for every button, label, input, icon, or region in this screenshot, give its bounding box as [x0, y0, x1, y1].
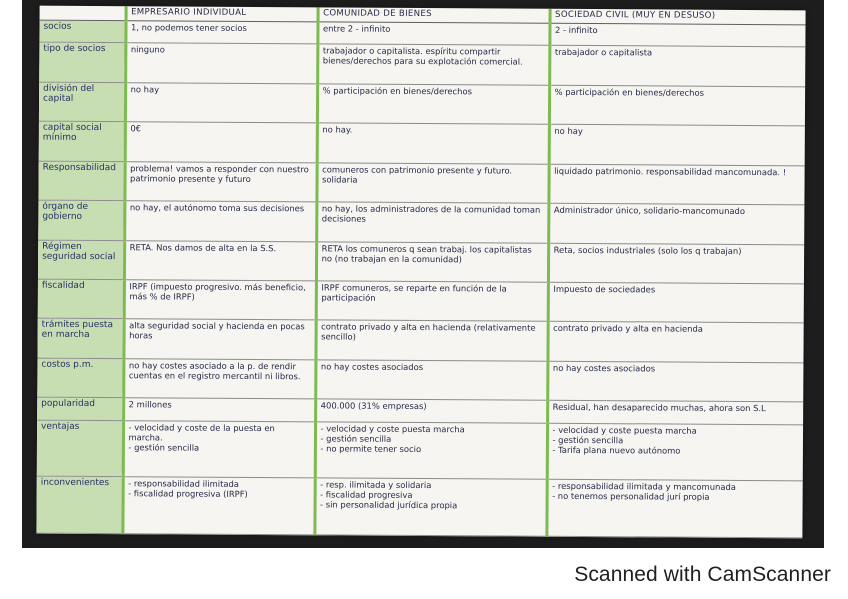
- row-label: inconvenientes: [36, 476, 122, 533]
- table-row: [38, 161, 804, 205]
- table-row: [38, 279, 804, 323]
- row-label: trámites puesta en marcha: [37, 319, 123, 359]
- table-cell: 2 millones: [123, 398, 315, 421]
- table-cell: - velocidad y coste puesta marcha - gestión sencilla - no permite tener socio: [315, 422, 547, 480]
- table-cell: no hay, los administradores de la comunidad toman decisiones: [316, 202, 548, 243]
- table-cell: no hay, el autónomo toma sus decisiones: [124, 201, 316, 242]
- table-row: [37, 358, 803, 402]
- row-label: tipo de socios: [39, 42, 125, 82]
- table-cell: RETA los comuneros q sean trabaj. los capitalistas no (no trabajan en la comunidad): [316, 241, 548, 282]
- table-cell: Residual, han desaparecido muchas, ahora son S.L: [547, 401, 803, 425]
- table-row: [39, 121, 805, 165]
- table-cell: no hay.: [317, 123, 549, 164]
- row-label: Responsabilidad: [38, 161, 124, 201]
- table-cell: no hay costes asociados: [315, 360, 547, 401]
- table-cell: IRPF comuneros, se reparte en función de la participación: [316, 281, 548, 322]
- camscanner-watermark: Scanned with CamScanner: [574, 563, 831, 586]
- row-label: órgano de gobierno: [38, 200, 124, 240]
- table-cell: no hay costes asociados: [547, 361, 803, 402]
- table-cell: - velocidad y coste puesta marcha - gestión sencilla - Tarifa plana nuevo autónomo: [547, 423, 803, 481]
- table-cell: comuneros con patrimonio presente y futuro. solidaria: [316, 163, 548, 204]
- header-sociedad-civil: SOCIEDAD CIVIL (MUY EN DESUSO): [550, 9, 806, 25]
- table-cell: no hay: [549, 124, 805, 165]
- table-row: [37, 319, 803, 363]
- table-cell: trabajador o capitalista. espíritu compartir bienes/derechos para su explotación comercial.: [317, 44, 549, 85]
- table-row: [39, 82, 805, 126]
- comparison-table: [36, 6, 805, 539]
- table-cell: trabajador o capitalista: [549, 46, 805, 87]
- table-cell: - resp. ilimitada y solidaria - fiscalidad progresiva - sin personalidad jurídica propia: [314, 478, 546, 536]
- table-cell: problema! vamos a responder con nuestro patrimonio presente y futuro: [124, 161, 316, 202]
- table-cell: 1, no podemos tener socios: [125, 21, 317, 44]
- header-empresario-individual: EMPRESARIO INDIVIDUAL: [126, 6, 318, 22]
- table-cell: RETA. Nos damos de alta en la S.S.: [124, 240, 316, 281]
- table-cell: entre 2 - infinito: [317, 22, 549, 46]
- table-cell: Reta, socios industriales (solo los q trabajan): [548, 243, 804, 284]
- row-label: división del capital: [39, 82, 125, 122]
- scanned-sheet: [36, 6, 805, 539]
- row-label: popularidad: [37, 398, 123, 421]
- table-row: [38, 200, 804, 244]
- table-row: [39, 42, 805, 86]
- row-label: costos p.m.: [37, 358, 123, 398]
- table-cell: % participación en bienes/derechos: [549, 85, 805, 126]
- header-corner: [40, 6, 126, 21]
- table-cell: 400.000 (31% empresas): [315, 399, 547, 423]
- table-cell: no hay costes asociado a la p. de rendir cuentas en el registro mercantil ni libros.: [123, 359, 315, 400]
- table-cell: % participación en bienes/derechos: [317, 84, 549, 125]
- row-label: fiscalidad: [38, 279, 124, 319]
- table-cell: Impuesto de sociedades: [548, 282, 804, 323]
- table-cell: alta seguridad social y hacienda en pocas horas: [123, 319, 315, 360]
- table-row: [37, 420, 803, 481]
- row-label: ventajas: [37, 420, 123, 477]
- table-cell: 0€: [125, 122, 317, 163]
- table-row: [36, 476, 802, 537]
- table-cell: ninguno: [125, 43, 317, 84]
- table-cell: - responsabilidad ilimitada - fiscalidad progresiva (IRPF): [122, 477, 314, 535]
- table-cell: Administrador único, solidario-mancomunado: [548, 203, 804, 244]
- table-cell: liquidado patrimonio. responsabilidad mancomunada. !: [548, 164, 804, 205]
- table-cell: no hay: [125, 82, 317, 123]
- table-cell: IRPF (impuesto progresivo. más beneficio, más % de IRPF): [124, 280, 316, 321]
- table-cell: - responsabilidad ilimitada y mancomunada - no tenemos personalidad jurí propia: [546, 480, 802, 538]
- table-row: [38, 240, 804, 284]
- table-cell: - velocidad y coste de la puesta en marcha. - gestión sencilla: [123, 420, 315, 478]
- row-label: Régimen seguridad social: [38, 240, 124, 280]
- table-cell: contrato privado y alta en hacienda: [547, 322, 803, 363]
- row-label: capital social mínimo: [39, 121, 125, 161]
- header-comunidad-de-bienes: COMUNIDAD DE BIENES: [318, 7, 550, 23]
- table-cell: contrato privado y alta en hacienda (relativamente sencillo): [315, 320, 547, 361]
- row-label: socios: [39, 20, 125, 43]
- table-cell: 2 - infinito: [549, 23, 805, 47]
